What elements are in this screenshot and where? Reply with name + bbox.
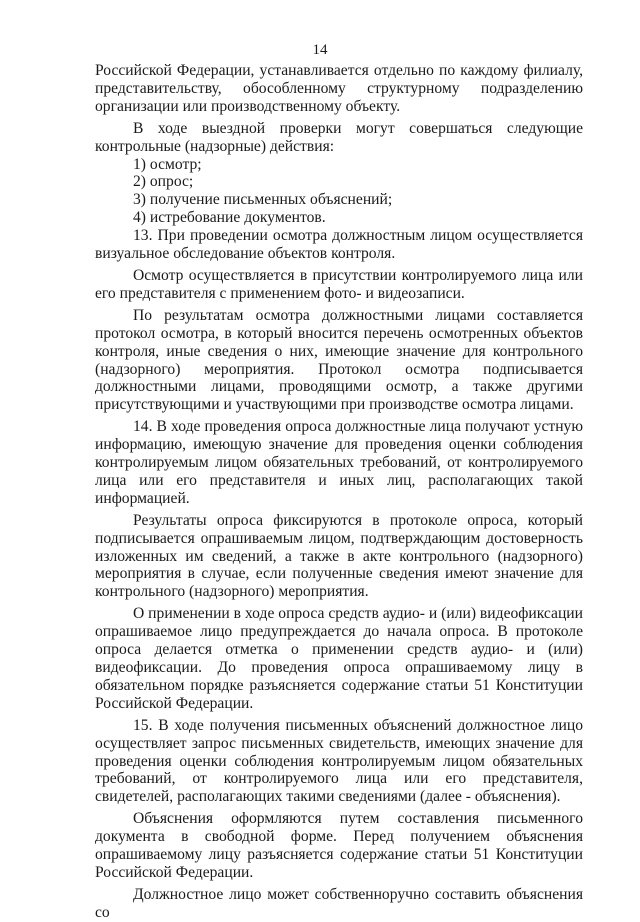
page-number: 14 (312, 42, 328, 58)
paragraph-continuation: Российской Федерации, устанавливается отдельно по каждому филиалу, представительству, обособленному структурному подразделению организации или производственному объекту. (95, 62, 583, 115)
list-item-document-request: 4) истребование документов. (133, 209, 326, 227)
paragraph-explanations-handwritten: Должностное лицо может собственноручно составить объяснения со (95, 885, 583, 921)
paragraph-inspection-protocol: По результатам осмотра должностными лицами составляется протокол осмотра, в который вносится перечень осмотренных объектов контроля, иные сведения о них, имеющие значение для контрольного (надзорного) мероприятия. Протокол осмотра подписывается должностными лицами, проводящими осмотр, а также другими присутствующими и участвующими при производстве осмотра лицами. (95, 306, 583, 414)
document-body (95, 62, 583, 922)
paragraph-inspection-presence: Осмотр осуществляется в присутствии контролируемого лица или его представителя с применением фото- и видеозаписи. (95, 266, 583, 302)
paragraph-inspection-actions: В ходе выездной проверки могут совершаться следующие контрольные (надзорные) действия: (95, 119, 583, 155)
list-item-inspection: 1) осмотр; (133, 155, 202, 173)
paragraph-survey-recording: О применении в ходе опроса средств аудио- и (или) видеофиксации опрашиваемое лицо предупреждается до начала опроса. В протоколе опроса делается отметка о применении средств аудио- и (или) видеофиксации. До проведения опроса опрашиваемому лицу в обязательном порядке разъясняется содержание статьи 51 Конституции Российской Федерации. (95, 605, 583, 712)
paragraph-14: 14. В ходе проведения опроса должностные лица получают устную информацию, имеющую значение для проведения оценки соблюдения контролируемым лицом обязательных требований, от контролируемого лица или его представителя и иных лиц, располагающих такой информацией. (95, 418, 583, 507)
paragraph-15: 15. В ходе получения письменных объяснений должностное лицо осуществляет запрос письменных свидетельств, имеющих значение для проведения оценки соблюдения контролируемым лицом обязательных требований, от контролируемого лица или его представителя, свидетелей, располагающих такими сведениями (далее - объяснения). (95, 716, 583, 806)
paragraph-survey-results: Результаты опроса фиксируются в протоколе опроса, который подписывается опрашиваемым лицом, подтверждающим достоверность изложенных им сведений, а также в акте контрольного (надзорного) мероприятия в случае, если полученные сведения имеют значение для контрольного (надзорного) мероприятия. (95, 511, 583, 601)
list-item-written-explanations: 3) получение письменных объяснений; (133, 191, 393, 209)
paragraph-explanations-form: Объяснения оформляются путем составления письменного документа в свободной форме. Перед получением объяснения опрашиваемому лицу разъясняется содержание статьи 51 Конституции Российской Федерации. (95, 810, 583, 881)
paragraph-13: 13. При проведении осмотра должностным лицом осуществляется визуальное обследование объектов контроля. (95, 227, 583, 263)
list-item-survey: 2) опрос; (133, 173, 194, 191)
